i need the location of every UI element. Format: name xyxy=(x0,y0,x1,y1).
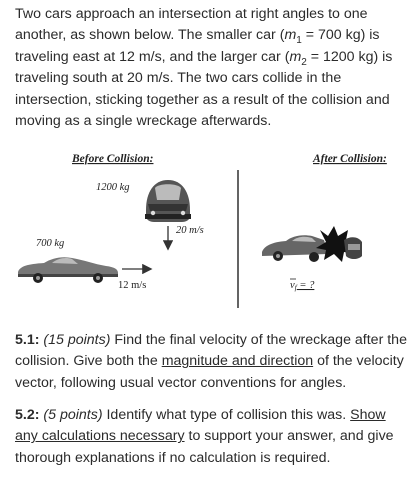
small-car-mass-label: 700 kg xyxy=(36,238,65,249)
question-5-2: 5.2: (5 points) Identify what type of collision this was. Show any calculations necessary to support your answer, and give thorough explanations if no calculation is required. xyxy=(15,407,394,466)
wreckage-icon xyxy=(262,226,362,262)
final-velocity-label xyxy=(290,279,315,292)
before-collision-label: Before Collision: xyxy=(72,153,154,165)
large-car-icon xyxy=(145,180,191,222)
large-car-mass-label: 1200 kg xyxy=(96,182,130,193)
small-car-icon xyxy=(18,257,118,283)
collision-figure xyxy=(0,140,420,310)
large-car-speed-label: 20 m/s xyxy=(176,225,204,236)
after-collision-label: After Collision: xyxy=(313,153,387,165)
svg-text:vf = ?: vf = ? xyxy=(290,280,315,292)
small-car-speed-label: 12 m/s xyxy=(118,280,147,291)
problem-intro: Two cars approach an intersection at right angles to one another, as shown below. The smaller car ($m_1 = 700$ kg) is traveling east at 12 m/s, and the larger car ($m_2 = 1200$ kg) is traveling south at 20 m/s. The two cars collide in the intersection, sticking together as a result of the collision and moving as a single wreckage afterwards. xyxy=(15,6,393,130)
question-5-1: 5.1: (15 points) Find the final velocity of the wreckage after the collision. Give both the magnitude and direction of the velocity vector, following usual vector conventions for angles. xyxy=(15,332,407,391)
